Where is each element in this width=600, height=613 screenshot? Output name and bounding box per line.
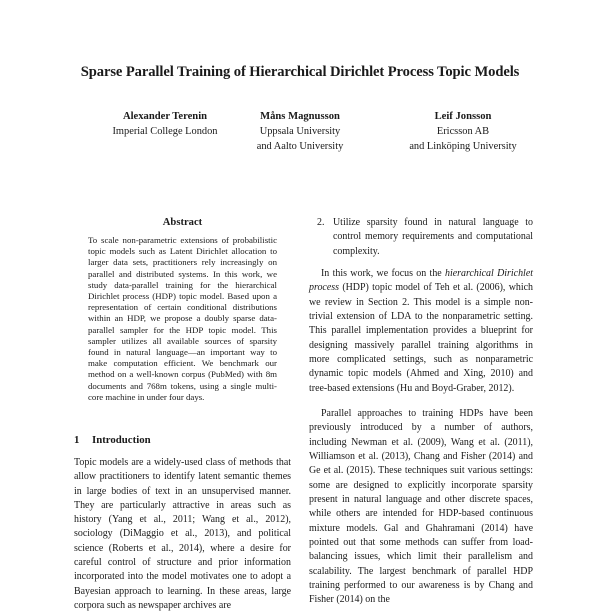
body-paragraph-1 bbox=[309, 267, 533, 396]
abstract-heading: Abstract bbox=[162, 217, 203, 228]
paper-title: Sparse Parallel Training of Hierarchical Dirichlet Process Topic Models bbox=[80, 64, 520, 80]
section-title: Introduction bbox=[92, 434, 151, 446]
paragraph-text: In this work, we focus on the bbox=[321, 268, 446, 279]
author-affiliation: Ericsson AB bbox=[436, 126, 490, 137]
emphasized-term: hierarchical Dirichlet process bbox=[309, 268, 533, 294]
intro-paragraph: Topic models are a widely-used class of methods that allow practitioners to identify latent semantic themes in large bodies of text in an unsupervised manner. They are particularly attractive in areas such as history (Yang et al., 2011; Wang et al., 2012), sociology (DiMaggio et al., 2013), and political science (Roberts et al., 2014), where a desire for careful control of structure and prior information incorporated into the model motivates one to adopt a Bayesian approach to learning. In these areas, large corpora such as newspaper archives are bbox=[74, 457, 291, 611]
author-name: Måns Magnusson bbox=[260, 111, 340, 122]
list-item-text: Utilize sparsity found in natural language to control memory requirements and computational complexity. bbox=[333, 217, 533, 257]
author-block-3 bbox=[378, 109, 548, 154]
list-marker: 2. bbox=[317, 217, 325, 228]
author-affiliation: Uppsala University bbox=[259, 126, 341, 137]
author-affiliation-secondary: and Linköping University bbox=[409, 141, 517, 152]
author-block-2 bbox=[225, 109, 375, 154]
section-heading-introduction bbox=[74, 433, 151, 447]
author-affiliation: Imperial College London bbox=[112, 126, 218, 137]
body-paragraph-2: Parallel approaches to training HDPs have been previously introduced by a number of authors, including Newman et al. (2009), Wang et al. (2011), Williamson et al. (2013), Chang and Fisher (2014) and Ge et al. (2015). These techniques suit various settings: some are designed to explicitly incorporate sparsity present in natural language and other discrete spaces, while others are intended for HDP-based continuous mixture models. Gal and Ghahramani (2014) have pointed out that some methods can suffer from load-balancing issues, which limit their parallelism and scalability. The largest benchmark of parallel HDP training performed to our awareness is by Chang and Fisher (2014) on the bbox=[309, 408, 533, 606]
author-name: Alexander Terenin bbox=[122, 111, 208, 122]
abstract-text: To scale non-parametric extensions of probabilistic topic models such as Latent Dirichlet allocation to larger data sets, practitioners rely increasingly on parallel and distributed systems. In this work, we study data-parallel training for the hierarchical Dirichlet process (HDP) topic model. Based upon a representation of certain conditional distributions within an HDP, we propose a doubly sparse data-parallel sampler for the HDP topic model. This sampler utilizes all available sources of sparsity found in natural language—an important way to make computation efficient. We benchmark our method on a well-known corpus (PubMed) with 8m documents and 768m tokens, using a single multi-core machine in under four days. bbox=[88, 235, 277, 402]
author-name: Leif Jonsson bbox=[434, 111, 492, 122]
paragraph-text: (HDP) topic model of Teh et al. (2006), which we review in Section 2. This model is a simple non-trivial extension of LDA to the nonparametric setting. This parallel implementation provides a blueprint for designing massively parallel training algorithms in more complicated settings, such as nonparametric dynamic topic models (Ahmed and Xing, 2010) and tree-based extensions (Hu and Boyd-Graber, 2012). bbox=[309, 282, 533, 394]
contribution-list-item bbox=[309, 216, 533, 259]
author-affiliation-secondary: and Aalto University bbox=[256, 141, 344, 152]
section-number: 1 bbox=[74, 434, 80, 446]
